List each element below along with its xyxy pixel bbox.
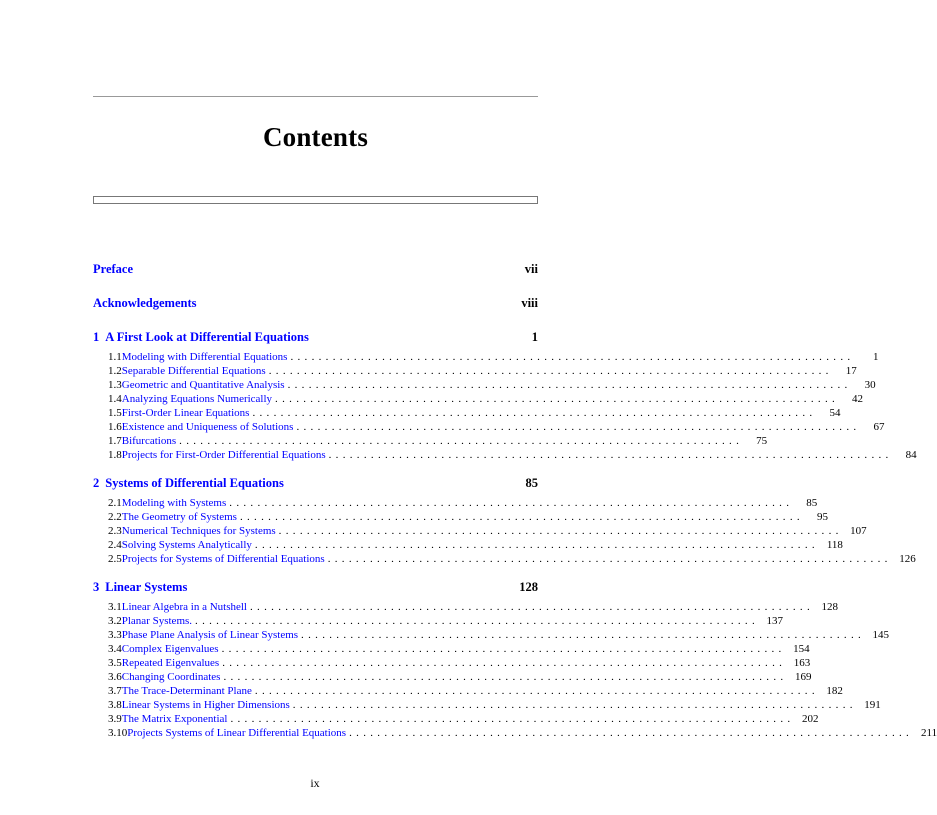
toc-section-title[interactable]: Linear Systems in Higher Dimensions — [121, 699, 290, 711]
toc-section-number: 3.3 — [108, 629, 122, 641]
toc-section-page: 191 — [864, 699, 881, 711]
toc-section-page: 211 — [921, 727, 937, 739]
toc-section-number: 3.9 — [108, 713, 122, 725]
toc-chapter[interactable] — [93, 262, 538, 278]
toc-section-title[interactable]: Existence and Uniqueness of Solutions — [121, 421, 294, 433]
toc-section-number: 2.1 — [108, 497, 122, 509]
toc-section-number: 1.1 — [108, 351, 122, 363]
toc-section-title[interactable]: Planar Systems. — [121, 615, 193, 627]
toc-leader-dots: ................................................................................ — [250, 601, 814, 613]
toc-section-page: 17 — [845, 365, 857, 377]
toc-section-page: 182 — [826, 685, 843, 697]
toc-leader-dots: ................................................................................ — [278, 525, 843, 537]
toc-chapter-number: 1 — [93, 330, 100, 344]
toc-section-title[interactable]: Modeling with Systems — [121, 497, 227, 509]
toc-section-title[interactable]: Complex Eigenvalues — [121, 643, 219, 655]
page-title: Contents — [262, 122, 369, 152]
toc-leader-dots: ................................................................................ — [252, 407, 817, 419]
toc-section-number: 1.8 — [108, 449, 122, 461]
toc-section-number: 3.7 — [108, 685, 122, 697]
toc-chapter-link[interactable] — [93, 330, 309, 345]
toc-chapter-title: Systems of Differential Equations — [105, 476, 284, 490]
toc-chapter-page: 85 — [525, 476, 538, 490]
toc-leader-dots: ................................................................................ — [254, 539, 819, 551]
toc-section-number: 3.6 — [108, 671, 122, 683]
toc-section-number: 2.5 — [108, 553, 122, 565]
toc-section-number: 1.6 — [108, 421, 122, 433]
toc-section-page: 154 — [793, 643, 810, 655]
toc-section-number: 1.2 — [108, 365, 122, 377]
toc-section-page: 84 — [905, 449, 917, 461]
toc-section-number: 2.4 — [108, 539, 122, 551]
toc-leader-dots: ................................................................................ — [230, 713, 795, 725]
toc-chapter-link[interactable] — [93, 476, 284, 491]
toc-section-title[interactable]: Linear Algebra in a Nutshell — [121, 601, 247, 613]
toc-section-title[interactable]: Numerical Techniques for Systems — [121, 525, 276, 537]
toc-leader-dots: ................................................................................ — [239, 511, 804, 523]
toc-section-number: 3.1 — [108, 601, 122, 613]
toc-leader-dots: ................................................................................ — [349, 727, 914, 739]
toc-leader-dots: ................................................................................ — [301, 629, 866, 641]
toc-chapter[interactable] — [93, 476, 538, 492]
toc-chapter-title: A First Look at Differential Equations — [105, 330, 309, 344]
toc-section-title[interactable]: Repeated Eigenvalues — [121, 657, 220, 669]
toc-section-title[interactable]: The Matrix Exponential — [121, 713, 228, 725]
toc-leader-dots: ................................................................................ — [328, 449, 893, 461]
toc-section-page: 145 — [872, 629, 890, 641]
toc-section-page: 1 — [872, 351, 879, 363]
toc-section-page: 30 — [864, 379, 876, 391]
toc-leader-dots: ................................................................................ — [221, 643, 786, 655]
toc-section-title[interactable]: First-Order Linear Equations — [121, 407, 250, 419]
toc-section-title[interactable]: Projects for First-Order Differential Equations — [121, 449, 326, 461]
toc-section-title[interactable]: Geometric and Quantitative Analysis — [121, 379, 285, 391]
toc-section-number: 1.3 — [108, 379, 122, 391]
toc-section-number: 3.4 — [108, 643, 122, 655]
toc-chapter-link[interactable] — [93, 262, 133, 277]
toc-chapter-page: viii — [521, 296, 538, 310]
toc-chapter-link[interactable] — [93, 296, 196, 311]
toc-section-number: 3.8 — [108, 699, 122, 711]
toc-section-number: 3.2 — [108, 615, 122, 627]
toc-section-page: 95 — [816, 511, 828, 523]
toc-chapter[interactable] — [93, 296, 538, 312]
toc-leader-dots: ................................................................................ — [222, 657, 787, 669]
toc-chapter-page: vii — [524, 262, 538, 276]
toc-section[interactable] — [93, 449, 917, 465]
toc-section-page: 137 — [766, 615, 784, 627]
toc-section-title[interactable]: Projects Systems of Linear Differential Equations — [127, 727, 347, 739]
page-number: ix — [310, 776, 320, 790]
toc-section-title[interactable]: Projects for Systems of Differential Equations — [121, 553, 325, 565]
toc-section-page: 118 — [826, 539, 843, 551]
toc-section-title[interactable]: The Trace-Determinant Plane — [121, 685, 252, 697]
toc-chapter-number: 2 — [93, 476, 100, 490]
toc-section-number: 2.3 — [108, 525, 122, 537]
toc-chapter-title: Preface — [93, 262, 134, 276]
toc-leader-dots: ................................................................................ — [292, 699, 857, 711]
title-box-rule — [93, 196, 538, 204]
toc-chapter[interactable] — [93, 330, 538, 346]
toc-section-page: 202 — [801, 713, 819, 725]
toc-section-title[interactable]: Changing Coordinates — [121, 671, 221, 683]
toc-section-page: 163 — [793, 657, 811, 669]
toc-section-title[interactable]: Solving Systems Analytically — [121, 539, 252, 551]
toc-section-page: 67 — [873, 421, 885, 433]
toc-leader-dots: ................................................................................ — [229, 497, 794, 509]
toc-section-number: 1.7 — [108, 435, 122, 447]
toc-leader-dots: ................................................................................ — [195, 615, 760, 627]
toc-section-page: 128 — [821, 601, 838, 613]
top-rule — [93, 96, 538, 97]
toc-section-page: 107 — [850, 525, 867, 537]
toc-section-title[interactable]: Separable Differential Equations — [121, 365, 266, 377]
toc-chapter-title: Linear Systems — [105, 580, 188, 594]
toc-section-title[interactable]: The Geometry of Systems — [121, 511, 237, 523]
toc-leader-dots: ................................................................................ — [223, 671, 788, 683]
toc-leader-dots: ................................................................................ — [296, 421, 861, 433]
toc-section-page: 126 — [899, 553, 916, 565]
toc-section-number: 3.10 — [108, 727, 128, 739]
toc-section-title[interactable]: Modeling with Differential Equations — [121, 351, 288, 363]
toc-section-title[interactable]: Phase Plane Analysis of Linear Systems — [121, 629, 299, 641]
toc-section-number: 3.5 — [108, 657, 122, 669]
toc-section-page: 54 — [829, 407, 841, 419]
toc-chapter-link[interactable] — [93, 580, 187, 595]
toc-section-page: 85 — [806, 497, 818, 509]
toc-section-page: 75 — [756, 435, 768, 447]
toc-chapter-page: 128 — [519, 580, 538, 594]
toc-leader-dots: ................................................................................ — [287, 379, 852, 391]
toc-section[interactable] — [93, 553, 916, 569]
toc-section-page: 169 — [794, 671, 812, 683]
toc-leader-dots: ................................................................................ — [327, 553, 892, 565]
toc-chapter-page: 1 — [531, 330, 538, 344]
toc-chapter-title: Acknowledgements — [93, 296, 197, 310]
toc-leader-dots: ................................................................................ — [268, 365, 833, 377]
toc-section-number: 1.4 — [108, 393, 122, 405]
toc-section-number: 1.5 — [108, 407, 122, 419]
toc-chapter-number: 3 — [93, 580, 100, 594]
toc-section-title[interactable]: Analyzing Equations Numerically — [121, 393, 273, 405]
toc-section-number: 2.2 — [108, 511, 122, 523]
toc-leader-dots: ................................................................................ — [179, 435, 744, 447]
toc-leader-dots: ................................................................................ — [290, 351, 855, 363]
toc-leader-dots: ................................................................................ — [254, 685, 819, 697]
toc-chapter[interactable] — [93, 580, 538, 596]
toc-section[interactable] — [93, 727, 937, 743]
toc-section-page: 42 — [852, 393, 864, 405]
toc-leader-dots: ................................................................................ — [275, 393, 840, 405]
toc-section-title[interactable]: Bifurcations — [121, 435, 177, 447]
